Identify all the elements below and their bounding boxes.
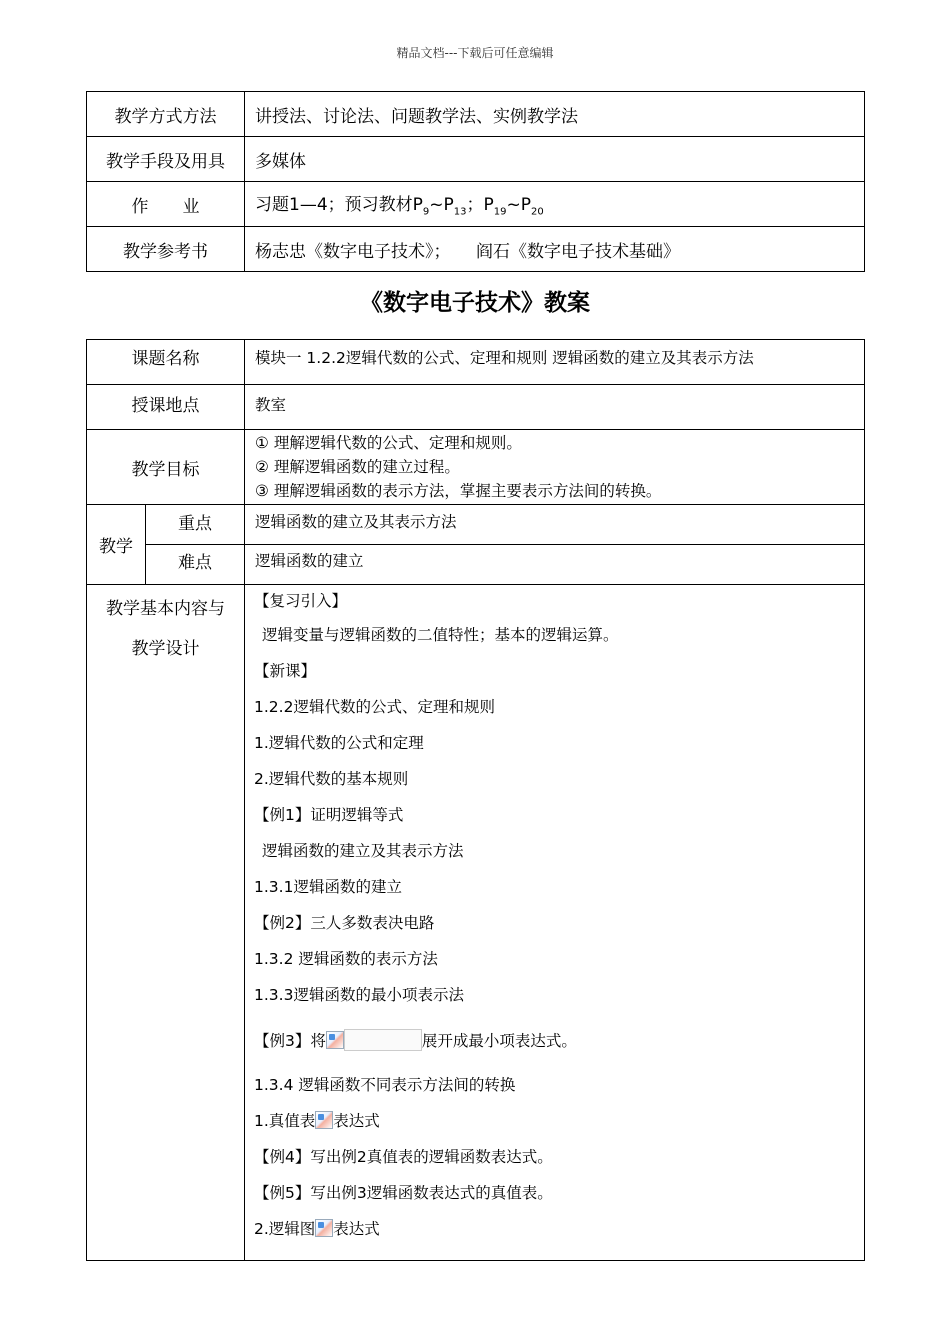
tools-label: 教学手段及用具 bbox=[87, 137, 245, 182]
content-line: 逻辑函数的建立及其表示方法 bbox=[262, 842, 464, 860]
content-label bbox=[87, 585, 245, 1261]
logic-diagram-text: 2.逻辑图 bbox=[254, 1220, 316, 1238]
key-point-label: 重点 bbox=[146, 505, 245, 545]
content-line: 【例4】写出例2真值表的逻辑函数表达式。 bbox=[254, 1148, 553, 1166]
key-point-value: 逻辑函数的建立及其表示方法 bbox=[245, 505, 865, 545]
content-line: 【例5】写出例3逻辑函数表达式的真值表。 bbox=[254, 1184, 553, 1202]
content-line: 1.3.1逻辑函数的建立 bbox=[254, 878, 402, 896]
table-row bbox=[87, 385, 865, 430]
topic-label: 课题名称 bbox=[87, 340, 245, 385]
place-value: 教室 bbox=[245, 385, 865, 430]
content-line bbox=[254, 1029, 864, 1051]
info-table bbox=[86, 91, 865, 272]
reference-label: 教学参考书 bbox=[87, 227, 245, 272]
tools-value: 多媒体 bbox=[245, 137, 865, 182]
topic-value: 模块一 1.2.2逻辑代数的公式、定理和规则 逻辑函数的建立及其表示方法 bbox=[245, 340, 865, 385]
table-row bbox=[87, 92, 865, 137]
header-note: 精品文档---下载后可任意编辑 bbox=[396, 46, 554, 60]
example3-prefix: 【例3】将 bbox=[254, 1032, 326, 1050]
method-label: 教学方式方法 bbox=[87, 92, 245, 137]
content-line: 1.3.2 逻辑函数的表示方法 bbox=[254, 950, 438, 968]
place-label: 授课地点 bbox=[87, 385, 245, 430]
goal-label: 教学目标 bbox=[87, 430, 245, 505]
content-line: 【例2】三人多数表决电路 bbox=[254, 914, 435, 932]
table-row bbox=[87, 430, 865, 505]
arrow-image-icon bbox=[315, 1111, 333, 1129]
table-row bbox=[87, 182, 865, 227]
content-line: 2.逻辑代数的基本规则 bbox=[254, 770, 409, 788]
content-label-line1: 教学基本内容与 bbox=[106, 599, 225, 619]
content-line bbox=[254, 1111, 864, 1131]
lesson-table bbox=[86, 339, 865, 1261]
truth-table-text: 1.真值表 bbox=[254, 1112, 316, 1130]
content-line: 1.3.3逻辑函数的最小项表示法 bbox=[254, 986, 464, 1004]
difficulty-value: 逻辑函数的建立 bbox=[245, 545, 865, 585]
table-row bbox=[87, 505, 865, 545]
content-label-line2: 教学设计 bbox=[131, 639, 200, 659]
expression-text: 表达式 bbox=[333, 1112, 380, 1130]
content-line: 【复习引入】 bbox=[254, 592, 348, 610]
document-title: 《数字电子技术》教案 bbox=[360, 290, 590, 316]
homework-value: 习题1—4；预习教材$P_9\sim P_{13}$；$P_{19}\sim P_{20}$ bbox=[245, 182, 865, 227]
list-item: ② 理解逻辑函数的建立过程。 bbox=[255, 458, 460, 476]
content-line: 1.逻辑代数的公式和定理 bbox=[254, 734, 424, 752]
teaching-label: 教学 bbox=[87, 505, 146, 585]
table-row bbox=[87, 585, 865, 1261]
list-item: ③ 理解逻辑函数的表示方法，掌握主要表示方法间的转换。 bbox=[255, 482, 662, 500]
homework-label: 作 业 bbox=[87, 182, 245, 227]
reference-value: 杨志忠《数字电子技术》； 阎石《数字电子技术基础》 bbox=[245, 227, 865, 272]
content-line: 1.2.2逻辑代数的公式、定理和规则 bbox=[254, 698, 495, 716]
goal-list bbox=[245, 430, 865, 505]
formula-image-box bbox=[344, 1029, 422, 1051]
content-line bbox=[254, 1219, 864, 1239]
example3-suffix: 展开成最小项表达式。 bbox=[421, 1032, 577, 1050]
content-line: 逻辑变量与逻辑函数的二值特性；基本的逻辑运算。 bbox=[262, 626, 619, 644]
content-body bbox=[245, 585, 865, 1261]
arrow-image-icon bbox=[315, 1219, 333, 1237]
method-value: 讲授法、讨论法、问题教学法、实例教学法 bbox=[245, 92, 865, 137]
table-row bbox=[87, 227, 865, 272]
list-item: ① 理解逻辑代数的公式、定理和规则。 bbox=[255, 434, 522, 452]
table-row bbox=[87, 340, 865, 385]
expression-text: 表达式 bbox=[333, 1220, 380, 1238]
content-line: 1.3.4 逻辑函数不同表示方法间的转换 bbox=[254, 1076, 516, 1094]
difficulty-label: 难点 bbox=[146, 545, 245, 585]
content-line: 【例1】证明逻辑等式 bbox=[254, 806, 404, 824]
content-line: 【新课】 bbox=[254, 662, 317, 680]
table-row bbox=[87, 545, 865, 585]
table-row bbox=[87, 137, 865, 182]
formula-image-icon bbox=[326, 1031, 344, 1049]
